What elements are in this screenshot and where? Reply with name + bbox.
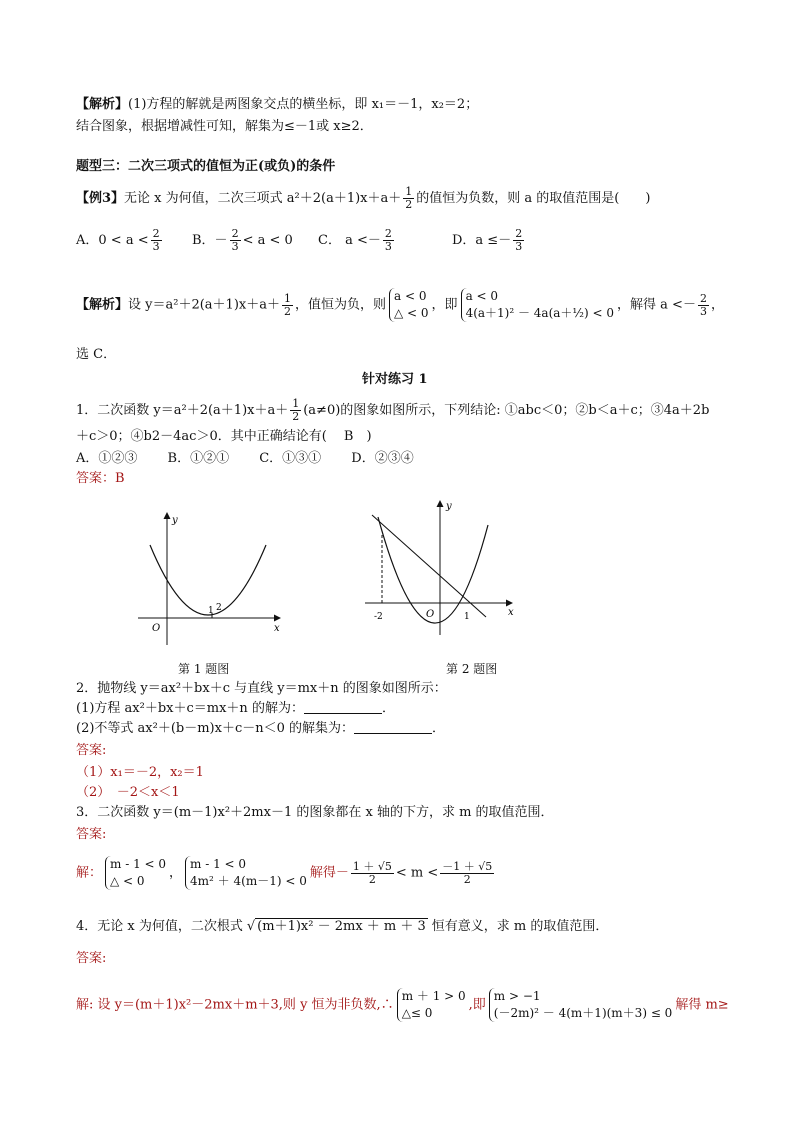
q1-answer: 答案：B bbox=[76, 471, 125, 486]
figure-1-caption: 第 1 题图 bbox=[178, 662, 230, 676]
figure-1 bbox=[130, 505, 290, 655]
q4-solution: 解: 设 y＝(m＋1)x²－2mx＋m＋3,则 y 恒为非负数,∴ m ＋ 1 > 0 △≤ 0 ,即 m > −1 (－2m)² － 4(m＋1)(m＋3) ≤ 0 解得 m≥ bbox=[76, 989, 729, 1020]
analysis-line-2: 结合图象，根据增减性可知，解集为≤－1或 x≥2． bbox=[76, 119, 373, 134]
analysis3: 【解析】设 y＝a²＋2(a＋1)x＋a＋ $\frac{1}{2}$ ，值恒为负，则 a < 0 △ < 0 ，即 a < 0 4(a＋1)² － 4a(a＋½) < 0 ，解得 a <－ $\frac{2}{3}$ ， bbox=[76, 289, 724, 320]
q2-line-3: (2)不等式 ax²＋(b－m)x＋c－n＜0 的解集为： ． bbox=[76, 721, 446, 736]
y-label: y bbox=[446, 501, 452, 512]
figure-2 bbox=[360, 495, 520, 645]
example3-stem bbox=[76, 186, 650, 211]
section-title: 题型三：二次三项式的值恒为正(或负)的条件 bbox=[76, 159, 336, 174]
example-text-a: 无论 x 为何值，二次三项式 a²＋2(a＋1)x＋a＋ bbox=[124, 191, 402, 206]
practice-title: 针对练习 1 bbox=[362, 372, 428, 387]
system-2: a < 0 4(a＋1)² － 4a(a＋½) < 0 bbox=[461, 288, 614, 322]
blank bbox=[304, 701, 382, 714]
tick-1: 1 bbox=[208, 606, 214, 616]
analysis-line-1 bbox=[76, 96, 478, 114]
figure-2-caption: 第 2 题图 bbox=[446, 662, 498, 676]
x-label: x bbox=[508, 607, 514, 618]
q3-answer-label: 答案: bbox=[76, 827, 107, 842]
q3-stem: 3．二次函数 y＝(m－1)x²＋2mx－1 的图象都在 x 轴的下方，求 m 的取值范围． bbox=[76, 805, 554, 820]
fraction: $\frac{1}{2}$ bbox=[405, 185, 413, 211]
q3-solution: 解： m - 1 < 0 △ < 0 ， m - 1 < 0 4m² ＋ 4(m－1) < 0 解得－ $\frac{1 + √5}{2}$ < m < $\frac{-1 + √5}{2}$ bbox=[76, 857, 493, 888]
line bbox=[372, 515, 486, 617]
blank bbox=[354, 721, 432, 734]
example-tag: 【例3】 bbox=[76, 191, 125, 206]
origin-label: O bbox=[426, 609, 435, 620]
q2-line-2: (1)方程 ax²＋bx＋c＝mx＋n 的解为： ． bbox=[76, 701, 395, 716]
option-b: B．－ $\frac{2}{3}$ < a < 0 bbox=[192, 227, 293, 253]
tick-neg2: -2 bbox=[374, 612, 383, 622]
q4-stem: 4．无论 x 为何值，二次根式 √ (m＋1)x² － 2mx ＋ m ＋ 3 恒有意义，求 m 的取值范围． bbox=[76, 919, 609, 934]
q1-line-1: 1．二次函数 y＝a²＋2(a＋1)x＋a＋ $\frac{1}{2}$ (a≠0)的图象如图所示，下列结论: ①abc＜0；②b＜a＋c；③4a＋2b bbox=[76, 397, 710, 423]
origin-label: O bbox=[152, 623, 161, 634]
x-label: x bbox=[274, 623, 280, 634]
q2-answer-label: 答案: bbox=[76, 743, 107, 758]
q2-answer-2: （2） －2＜x＜1 bbox=[76, 785, 180, 800]
q1-line-2: ＋c＞0；④b2－4ac＞0．其中正确结论有( B ) bbox=[76, 429, 372, 444]
q2-line-1: 2．抛物线 y＝ax²＋bx＋c 与直线 y＝mx＋n 的图象如图所示： bbox=[76, 681, 447, 696]
analysis-text: (1)方程的解就是两图象交点的横坐标，即 x₁＝－1，x₂＝2； bbox=[128, 97, 479, 112]
example-text-b: 的值恒为负数，则 a 的取值范围是( ) bbox=[416, 191, 651, 206]
q1-options: A．①②③ B．①②① C．①③① D．②③④ bbox=[76, 451, 414, 466]
system-1: a < 0 △ < 0 bbox=[389, 288, 429, 322]
tick-2: 2 bbox=[216, 603, 222, 613]
option-c: C． a <－ $\frac{2}{3}$ bbox=[318, 227, 392, 253]
q2-answer-1: （1）x₁＝－2，x₂＝1 bbox=[76, 765, 204, 780]
y-label: y bbox=[172, 515, 178, 526]
tick-1: 1 bbox=[464, 612, 470, 622]
option-a: A．0 < a < $\frac{2}{3}$ bbox=[76, 227, 160, 253]
analysis-tag: 【解析】 bbox=[76, 97, 129, 112]
option-d: D．a ≤－ $\frac{2}{3}$ bbox=[452, 227, 523, 253]
q4-answer-label: 答案: bbox=[76, 951, 107, 966]
analysis3-tail: 选 C． bbox=[76, 347, 117, 362]
